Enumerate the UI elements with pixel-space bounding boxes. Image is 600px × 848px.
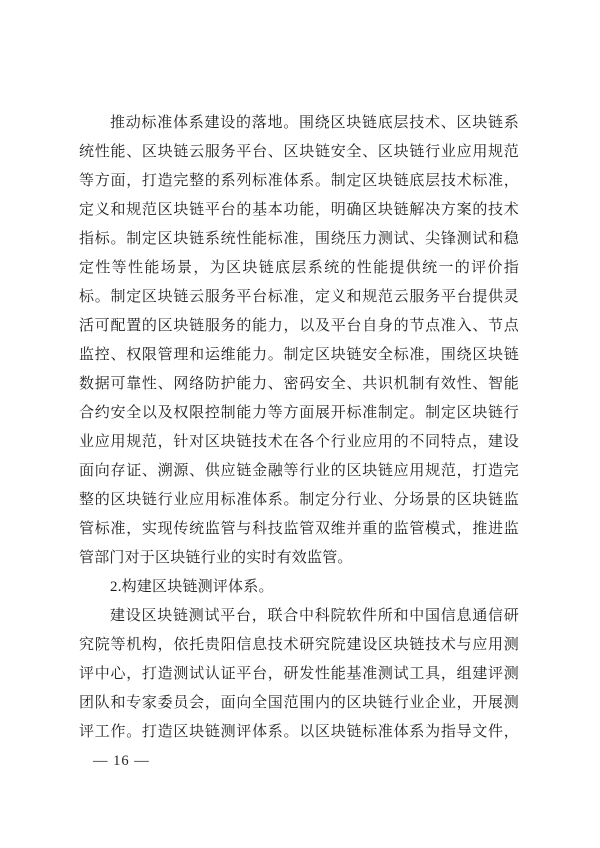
text-line: 数据可靠性、网络防护能力、密码安全、共识机制有效性、智能 (79, 376, 519, 392)
text-line: 推动标准体系建设的落地。围绕区块链底层技术、区块链系 (110, 115, 519, 131)
text-line: 统性能、区块链云服务平台、区块链安全、区块链行业应用规范 (79, 144, 519, 160)
text-line: 标。制定区块链云服务平台标准，定义和规范云服务平台提供灵 (79, 289, 519, 305)
text-line: 监控、权限管理和运维能力。制定区块链安全标准，围绕区块链 (79, 347, 519, 363)
text-line: 整的区块链行业应用标准体系。制定分行业、分场景的区块链监 (79, 492, 519, 508)
text-line: 管标准，实现传统监管与科技监管双维并重的监管模式，推进监 (79, 521, 519, 537)
text-line: 评工作。打造区块链测评体系。以区块链标准体系为指导文件， (79, 724, 519, 740)
text-line: 面向存证、溯源、供应链金融等行业的区块链应用规范，打造完 (79, 463, 519, 479)
text-line: 评中心，打造测试认证平台，研发性能基准测试工具，组建评测 (79, 666, 519, 682)
text-line: 活可配置的区块链服务的能力，以及平台自身的节点准入、节点 (79, 318, 519, 334)
text-line: 2.构建区块链测评体系。 (110, 579, 274, 595)
text-line: 究院等机构，依托贵阳信息技术研究院建设区块链技术与应用测 (79, 637, 519, 653)
text-line: 业应用规范，针对区块链技术在各个行业应用的不同特点，建设 (79, 434, 519, 450)
text-line: 等方面，打造完整的系列标准体系。制定区块链底层技术标准， (79, 173, 519, 189)
paragraph-testing-platform (79, 602, 519, 747)
text-line: 团队和专家委员会，面向全国范围内的区块链行业企业，开展测 (79, 695, 519, 711)
paragraph-standard-system (79, 109, 519, 573)
text-line: 定义和规范区块链平台的基本功能，明确区块链解决方案的技术 (79, 202, 519, 218)
text-line: 指标。制定区块链系统性能标准，围绕压力测试、尖锋测试和稳 (79, 231, 519, 247)
page-number: — 16 — (93, 753, 150, 769)
text-line: 建设区块链测试平台，联合中科院软件所和中国信息通信研 (110, 608, 519, 624)
paragraph-heading-item-2 (79, 573, 519, 602)
document-body (79, 109, 519, 747)
text-line: 管部门对于区块链行业的实时有效监管。 (79, 550, 353, 566)
text-line: 定性等性能场景，为区块链底层系统的性能提供统一的评价指 (79, 260, 519, 276)
text-line: 合约安全以及权限控制能力等方面展开标准制定。制定区块链行 (79, 405, 519, 421)
